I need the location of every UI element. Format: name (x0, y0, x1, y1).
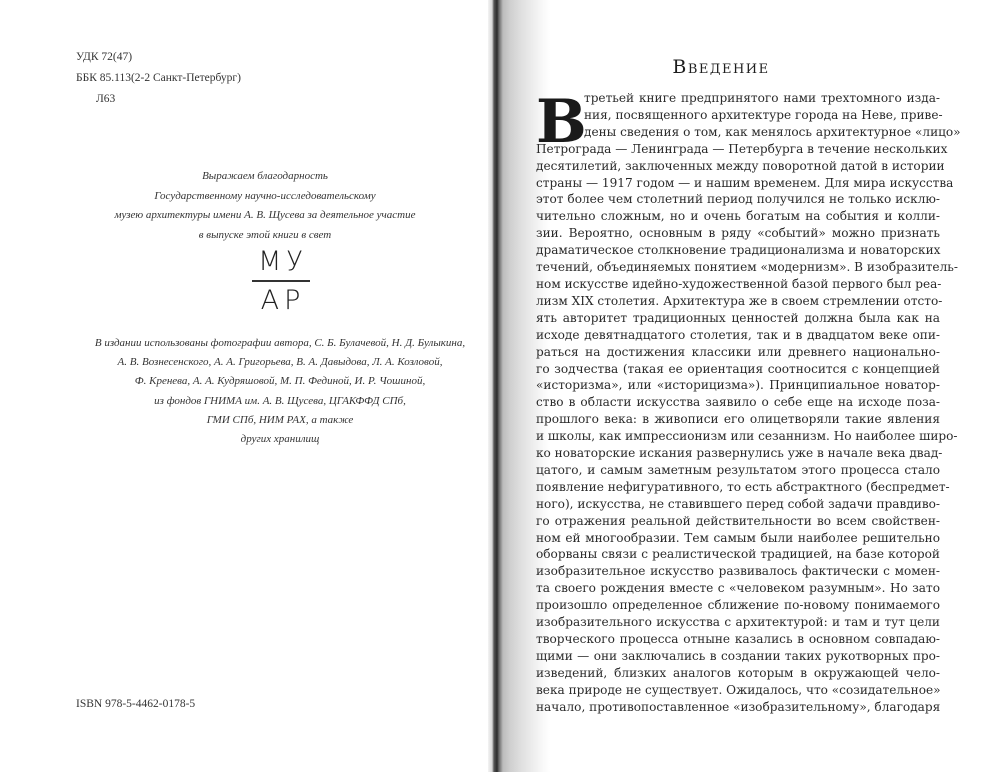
text-line: исходе девятнадцатого столетия, так и в двадцатом веке опи- (536, 327, 940, 342)
text-line: щими — они заключались в создании таких рукотворных про- (536, 648, 940, 663)
text-line: ном искусстве идейно-художественной базой первого был реа- (536, 276, 942, 291)
text-line: появление нефигуративного, то есть абстрактного (беспредмет- (536, 479, 950, 494)
text-line: «историзма», или «историцизма»). Принципиальное новатор- (536, 378, 940, 393)
text-line: изобразительного искусства с архитектурой: и там и тут цели (536, 615, 940, 630)
text-line: го отражения реальной действительности во всем свойствен- (536, 513, 940, 528)
credits-line: В издании использованы фотографии автора, С. Б. Булачевой, Н. Д. Булыкина, (94, 337, 466, 349)
acknowledgement-line: в выпуске этой книги в свет (198, 228, 332, 241)
text-line: драматическое столкновение традиционализма и новаторских (536, 243, 941, 258)
text-line: изобразительное искусство развивалось фактически с момен- (536, 564, 940, 579)
catalog-codes (76, 47, 241, 110)
author-mark: Л63 (96, 93, 116, 105)
text-line: течений, объединяемых понятием «модернизм». В изобразитель- (536, 260, 958, 275)
acknowledgement-line: Государственному научно-исследовательскому (154, 189, 376, 202)
text-line: ном ей многообразии. Тем самым были наиболее решительно (536, 530, 940, 545)
drop-cap: В (536, 87, 587, 157)
text-line: та своего рождения вместе с «человеком разумным». Но зато (536, 581, 940, 596)
credits-line: ГМИ СПб, НИМ РАХ, а также (206, 413, 354, 426)
acknowledgement-line: Выражаем благодарность (202, 170, 328, 182)
text-line: третьей книге предпринятого нами трехтомного изда- (584, 91, 940, 105)
udk-code: УДК 72(47) (76, 51, 133, 63)
text-line: дены сведения о том, как менялось архитектурное «лицо» (584, 124, 961, 139)
left-page (0, 0, 492, 772)
text-line: ять авторитет традиционных ценностей должна была как на (536, 310, 940, 325)
text-line: ко новаторские искания развернулись уже в начале века двад- (536, 446, 943, 461)
credits-line: других хранилищ (240, 433, 320, 446)
muar-logo (252, 247, 310, 316)
text-line: изведений, близких аналогов которым в окружающей чело- (536, 665, 940, 680)
body-text (536, 87, 961, 716)
text-line: этот более чем столетний период получился не только исклю- (536, 192, 940, 207)
text-line: зии. Вероятно, основным в ряду «событий» можно признать (536, 226, 940, 241)
logo-divider (252, 280, 310, 282)
isbn: ISBN 978-5-4462-0178-5 (76, 698, 196, 710)
text-line: Петрограда — Ленинграда — Петербурга в течение нескольких (536, 141, 948, 156)
text-line: произошло определенное сближение по-новому понимаемого (536, 598, 940, 613)
logo-top: МУ (258, 246, 308, 277)
chapter-title: Введение (672, 56, 770, 78)
text-line: цатого, и самым заметным результатом этого процесса стало (536, 462, 940, 477)
text-line: чительно сложным, но и очень богатым на события и колли- (536, 209, 940, 224)
text-line: творческого процесса отныне казались в основном совпадаю- (536, 632, 940, 646)
logo-bottom: АР (260, 285, 306, 316)
text-line: ния, посвященного архитектуре города на Неве, приве- (584, 107, 943, 122)
text-line: оборваны связи с реалистической традицией, на базе которой (536, 547, 940, 562)
text-line: десятилетий, заключенных между поворотной датой в истории (536, 158, 945, 173)
text-line: раться на достижения классики или древнего национально- (536, 344, 940, 359)
text-line: начало, противопоставленное «изобразительному», благодаря (536, 699, 941, 714)
text-line: ство в области искусства заявило о себе еще на исходе поза- (536, 395, 940, 410)
text-line: страны — 1917 годом — и нашим временем. Для мира искусства (536, 175, 954, 190)
text-line: го зодчества (такая ее ориентация соотносится с концепцией (536, 361, 940, 376)
text-line: и школы, как импрессионизм или сезаннизм. Но наиболее широ- (536, 429, 958, 444)
bbk-code: ББК 85.113(2-2 Санкт-Петербург) (76, 72, 241, 84)
acknowledgement-line: музею архитектуры имени А. В. Щусева за деятельное участие (114, 209, 416, 221)
text-line: прошлого века: в живописи его олицетворяли такие явления (536, 412, 940, 427)
text-line: века природе не существует. Ожидалось, что «созидательное» (536, 682, 941, 697)
acknowledgement (100, 167, 430, 245)
text-line: ного), искусства, не ставившего перед собой задачи правдиво- (536, 496, 940, 511)
credits-line: А. В. Вознесенского, А. А. Григорьева, В. А. Давыдова, Л. А. Козловой, (117, 356, 443, 369)
photo-credits (70, 334, 490, 449)
credits-line: Ф. Кренева, А. А. Кудряшовой, М. П. Фединой, И. Р. Чошиной, (134, 375, 426, 388)
credits-line: из фондов ГНИМА им. А. В. Щусева, ЦГАКФФД СПб, (154, 394, 406, 407)
text-line: лизм XIX столетия. Архитектура же в своем стремлении отсто- (536, 293, 943, 308)
